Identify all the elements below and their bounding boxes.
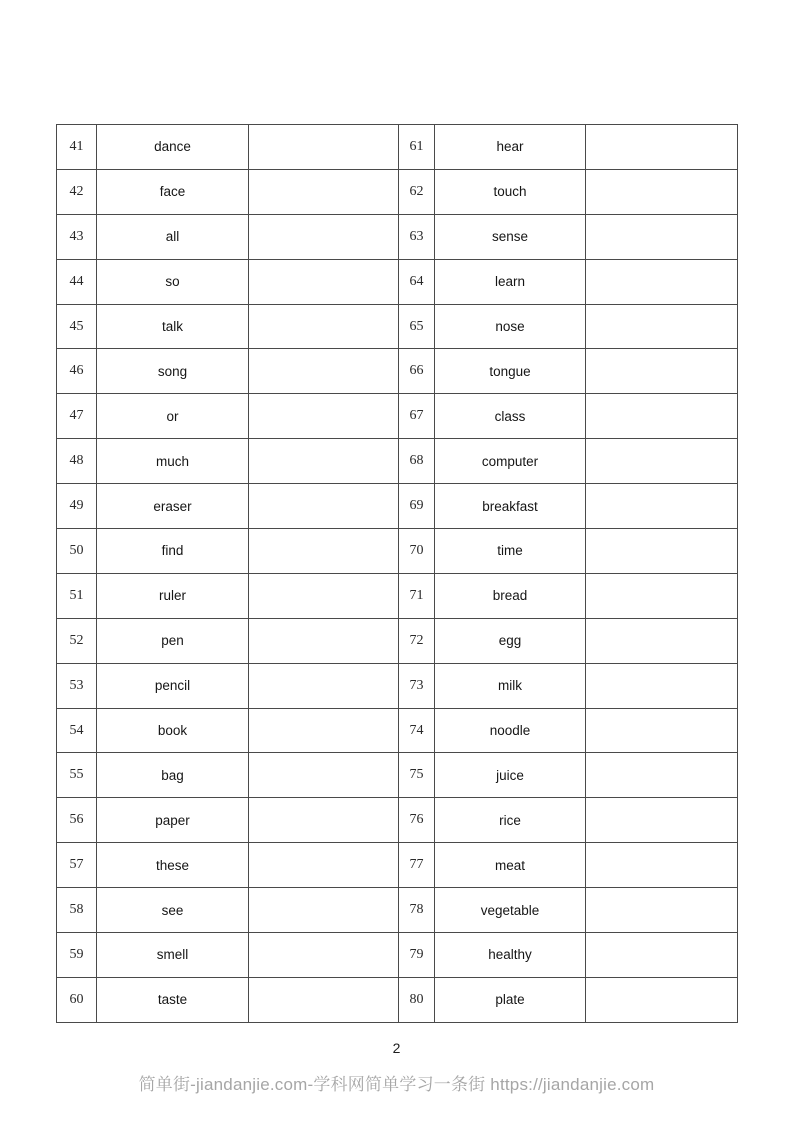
row-number-cell-left: 59 bbox=[57, 933, 97, 978]
answer-blank-cell-right bbox=[586, 977, 738, 1022]
table-row bbox=[57, 708, 738, 753]
word-cell-right: healthy bbox=[435, 933, 586, 978]
row-number-cell-left: 58 bbox=[57, 888, 97, 933]
word-cell-right: sense bbox=[435, 214, 586, 259]
word-cell-left: talk bbox=[97, 304, 249, 349]
answer-blank-cell-right bbox=[586, 349, 738, 394]
word-cell-right: juice bbox=[435, 753, 586, 798]
word-cell-left: bag bbox=[97, 753, 249, 798]
answer-blank-cell-left bbox=[249, 304, 399, 349]
row-number-cell-right: 64 bbox=[399, 259, 435, 304]
table-row bbox=[57, 169, 738, 214]
row-number-cell-left: 47 bbox=[57, 394, 97, 439]
answer-blank-cell-right bbox=[586, 439, 738, 484]
answer-blank-cell-right bbox=[586, 394, 738, 439]
answer-blank-cell-right bbox=[586, 529, 738, 574]
answer-blank-cell-right bbox=[586, 259, 738, 304]
answer-blank-cell-right bbox=[586, 618, 738, 663]
answer-blank-cell-right bbox=[586, 484, 738, 529]
table-row bbox=[57, 259, 738, 304]
word-cell-left: pen bbox=[97, 618, 249, 663]
table-row bbox=[57, 439, 738, 484]
table-row bbox=[57, 125, 738, 170]
answer-blank-cell-left bbox=[249, 529, 399, 574]
footer-watermark: 简单街-jiandanjie.com-学科网简单学习一条街 https://jiandanjie.com bbox=[138, 1075, 655, 1094]
answer-blank-cell-right bbox=[586, 169, 738, 214]
answer-blank-cell-left bbox=[249, 484, 399, 529]
answer-blank-cell-left bbox=[249, 663, 399, 708]
vocabulary-table bbox=[56, 124, 738, 1023]
word-cell-left: eraser bbox=[97, 484, 249, 529]
row-number-cell-left: 53 bbox=[57, 663, 97, 708]
row-number-cell-right: 71 bbox=[399, 573, 435, 618]
answer-blank-cell-left bbox=[249, 214, 399, 259]
row-number-cell-right: 75 bbox=[399, 753, 435, 798]
word-cell-right: hear bbox=[435, 125, 586, 170]
row-number-cell-right: 67 bbox=[399, 394, 435, 439]
row-number-cell-left: 50 bbox=[57, 529, 97, 574]
answer-blank-cell-left bbox=[249, 349, 399, 394]
row-number-cell-right: 70 bbox=[399, 529, 435, 574]
answer-blank-cell-right bbox=[586, 888, 738, 933]
word-cell-right: learn bbox=[435, 259, 586, 304]
word-cell-right: plate bbox=[435, 977, 586, 1022]
row-number-cell-left: 60 bbox=[57, 977, 97, 1022]
word-cell-left: these bbox=[97, 843, 249, 888]
answer-blank-cell-left bbox=[249, 573, 399, 618]
word-cell-right: tongue bbox=[435, 349, 586, 394]
table-row bbox=[57, 933, 738, 978]
word-table-body bbox=[57, 125, 738, 1023]
row-number-cell-left: 55 bbox=[57, 753, 97, 798]
table-row bbox=[57, 798, 738, 843]
word-cell-left: much bbox=[97, 439, 249, 484]
answer-blank-cell-right bbox=[586, 933, 738, 978]
word-cell-left: ruler bbox=[97, 573, 249, 618]
answer-blank-cell-left bbox=[249, 977, 399, 1022]
table-row bbox=[57, 888, 738, 933]
row-number-cell-left: 52 bbox=[57, 618, 97, 663]
row-number-cell-left: 43 bbox=[57, 214, 97, 259]
word-cell-right: class bbox=[435, 394, 586, 439]
answer-blank-cell-left bbox=[249, 439, 399, 484]
table-row bbox=[57, 843, 738, 888]
row-number-cell-right: 80 bbox=[399, 977, 435, 1022]
answer-blank-cell-right bbox=[586, 214, 738, 259]
word-cell-right: rice bbox=[435, 798, 586, 843]
word-cell-left: face bbox=[97, 169, 249, 214]
row-number-cell-left: 41 bbox=[57, 125, 97, 170]
row-number-cell-right: 65 bbox=[399, 304, 435, 349]
word-cell-right: bread bbox=[435, 573, 586, 618]
answer-blank-cell-right bbox=[586, 125, 738, 170]
row-number-cell-right: 72 bbox=[399, 618, 435, 663]
answer-blank-cell-right bbox=[586, 753, 738, 798]
table-row bbox=[57, 663, 738, 708]
row-number-cell-left: 56 bbox=[57, 798, 97, 843]
answer-blank-cell-left bbox=[249, 843, 399, 888]
row-number-cell-left: 54 bbox=[57, 708, 97, 753]
answer-blank-cell-left bbox=[249, 259, 399, 304]
word-cell-right: nose bbox=[435, 304, 586, 349]
row-number-cell-left: 44 bbox=[57, 259, 97, 304]
row-number-cell-right: 69 bbox=[399, 484, 435, 529]
answer-blank-cell-left bbox=[249, 933, 399, 978]
row-number-cell-left: 46 bbox=[57, 349, 97, 394]
row-number-cell-right: 61 bbox=[399, 125, 435, 170]
row-number-cell-right: 78 bbox=[399, 888, 435, 933]
word-cell-left: all bbox=[97, 214, 249, 259]
row-number-cell-left: 45 bbox=[57, 304, 97, 349]
table-row bbox=[57, 349, 738, 394]
row-number-cell-right: 76 bbox=[399, 798, 435, 843]
row-number-cell-left: 51 bbox=[57, 573, 97, 618]
answer-blank-cell-left bbox=[249, 708, 399, 753]
page-number: 2 bbox=[392, 1040, 401, 1056]
word-cell-right: breakfast bbox=[435, 484, 586, 529]
word-cell-right: computer bbox=[435, 439, 586, 484]
row-number-cell-right: 63 bbox=[399, 214, 435, 259]
word-cell-left: song bbox=[97, 349, 249, 394]
word-cell-left: or bbox=[97, 394, 249, 439]
word-cell-left: find bbox=[97, 529, 249, 574]
answer-blank-cell-right bbox=[586, 573, 738, 618]
row-number-cell-left: 49 bbox=[57, 484, 97, 529]
table-row bbox=[57, 573, 738, 618]
word-cell-left: book bbox=[97, 708, 249, 753]
table-row bbox=[57, 304, 738, 349]
word-cell-right: vegetable bbox=[435, 888, 586, 933]
answer-blank-cell-right bbox=[586, 708, 738, 753]
answer-blank-cell-left bbox=[249, 125, 399, 170]
table-row bbox=[57, 753, 738, 798]
row-number-cell-left: 57 bbox=[57, 843, 97, 888]
row-number-cell-right: 73 bbox=[399, 663, 435, 708]
word-cell-left: smell bbox=[97, 933, 249, 978]
word-cell-right: time bbox=[435, 529, 586, 574]
row-number-cell-right: 74 bbox=[399, 708, 435, 753]
answer-blank-cell-left bbox=[249, 169, 399, 214]
table-row bbox=[57, 618, 738, 663]
word-cell-right: meat bbox=[435, 843, 586, 888]
word-cell-left: pencil bbox=[97, 663, 249, 708]
row-number-cell-left: 48 bbox=[57, 439, 97, 484]
answer-blank-cell-left bbox=[249, 888, 399, 933]
answer-blank-cell-left bbox=[249, 753, 399, 798]
table-row bbox=[57, 214, 738, 259]
answer-blank-cell-right bbox=[586, 663, 738, 708]
table-row bbox=[57, 977, 738, 1022]
row-number-cell-left: 42 bbox=[57, 169, 97, 214]
answer-blank-cell-left bbox=[249, 618, 399, 663]
answer-blank-cell-left bbox=[249, 798, 399, 843]
word-cell-left: dance bbox=[97, 125, 249, 170]
word-cell-right: milk bbox=[435, 663, 586, 708]
answer-blank-cell-right bbox=[586, 304, 738, 349]
row-number-cell-right: 68 bbox=[399, 439, 435, 484]
word-cell-right: noodle bbox=[435, 708, 586, 753]
row-number-cell-right: 66 bbox=[399, 349, 435, 394]
table-row bbox=[57, 394, 738, 439]
word-cell-left: so bbox=[97, 259, 249, 304]
row-number-cell-right: 62 bbox=[399, 169, 435, 214]
answer-blank-cell-right bbox=[586, 798, 738, 843]
word-cell-left: paper bbox=[97, 798, 249, 843]
vocabulary-table-container bbox=[56, 124, 737, 1023]
word-cell-right: egg bbox=[435, 618, 586, 663]
row-number-cell-right: 79 bbox=[399, 933, 435, 978]
word-cell-left: taste bbox=[97, 977, 249, 1022]
table-row bbox=[57, 529, 738, 574]
row-number-cell-right: 77 bbox=[399, 843, 435, 888]
table-row bbox=[57, 484, 738, 529]
word-cell-left: see bbox=[97, 888, 249, 933]
answer-blank-cell-left bbox=[249, 394, 399, 439]
word-cell-right: touch bbox=[435, 169, 586, 214]
answer-blank-cell-right bbox=[586, 843, 738, 888]
